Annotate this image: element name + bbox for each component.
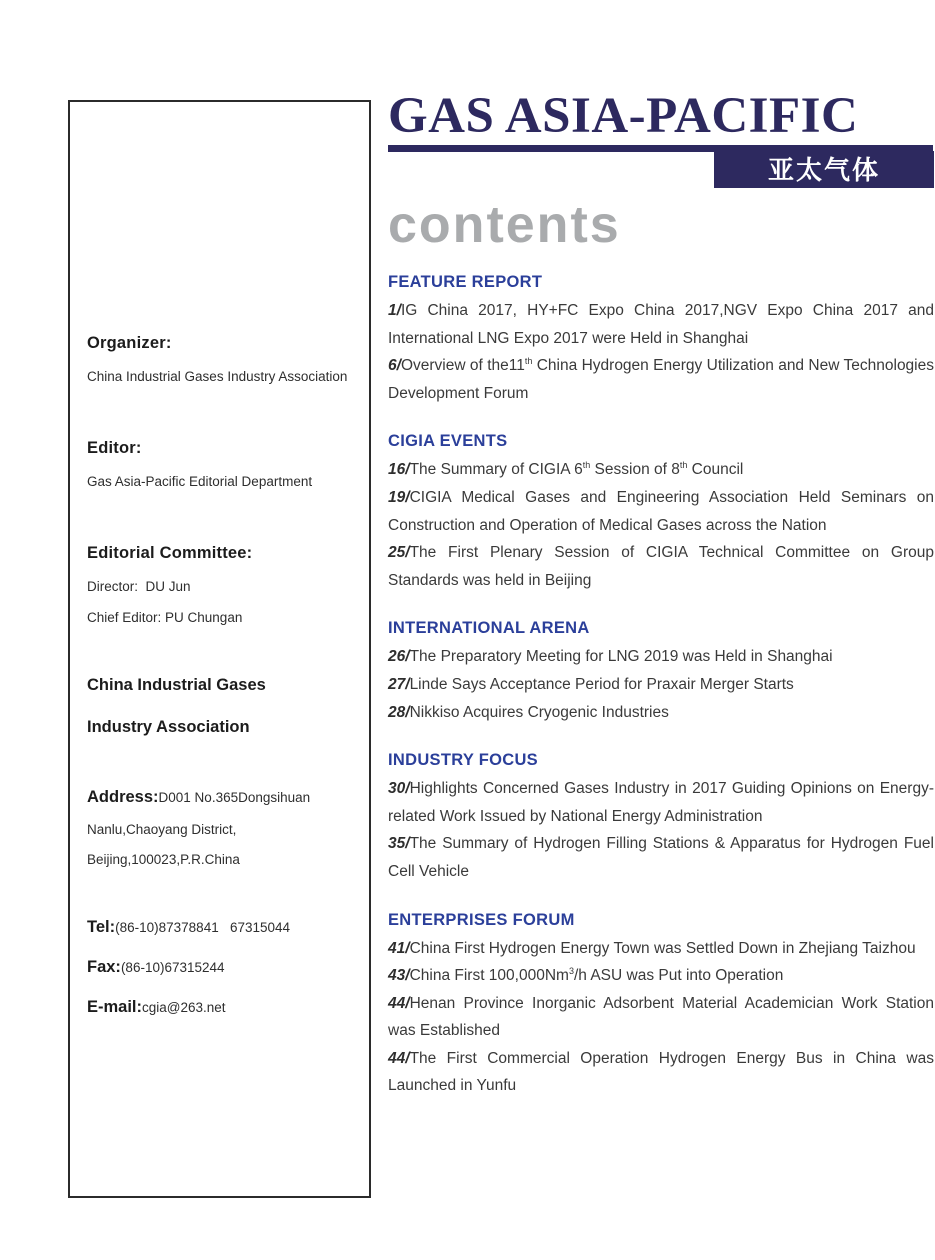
superscript: th bbox=[582, 460, 591, 471]
main-column bbox=[388, 88, 934, 1100]
toc-item: 28/Nikkiso Acquires Cryogenic Industries bbox=[388, 703, 669, 721]
association-name-line2: Industry Association bbox=[87, 718, 250, 736]
toc-item: 16/The Summary of CIGIA 6th Session of 8th Council bbox=[388, 460, 744, 479]
toc-section bbox=[388, 619, 934, 726]
page-number: 6/ bbox=[388, 357, 401, 375]
page-number: 35/ bbox=[388, 835, 410, 853]
publication-info-box bbox=[68, 100, 371, 1198]
contents-heading: contents bbox=[388, 196, 621, 254]
tel-row bbox=[87, 918, 355, 937]
toc-item: 25/The First Plenary Session of CIGIA Technical Committee on Group Standards was held in Beijing bbox=[388, 544, 934, 589]
toc-item: 43/China First 100,000Nm$^3$/h ASU was Put into Operation bbox=[388, 966, 784, 985]
toc-item: 41/China First Hydrogen Energy Town was Settled Down in Zhejiang Taizhou bbox=[388, 939, 916, 957]
section-heading: INDUSTRY FOCUS bbox=[388, 751, 538, 770]
editorial-committee-block bbox=[87, 544, 355, 625]
page-number: 41/ bbox=[388, 939, 410, 957]
toc-item: 6/Overview of the11th China Hydrogen Energy Utilization and New Technologies Development Forum bbox=[388, 356, 934, 402]
superscript: th bbox=[679, 460, 688, 471]
organizer-block bbox=[87, 334, 355, 384]
toc-item: 1/IG China 2017, HY+FC Expo China 2017,NGV Expo China 2017 and International LNG Expo 2017 were Held in Shanghai bbox=[388, 302, 934, 347]
email-value: cgia@263.net bbox=[142, 1000, 226, 1015]
page-number: 1/ bbox=[388, 302, 401, 319]
chinese-title-box bbox=[714, 151, 934, 188]
magazine-title: GAS ASIA-PACIFIC bbox=[388, 88, 859, 144]
page-number: 26/ bbox=[388, 648, 410, 666]
editor-block bbox=[87, 439, 355, 489]
toc-section bbox=[388, 273, 934, 407]
page-number: 28/ bbox=[388, 703, 410, 721]
fax-value: (86-10)67315244 bbox=[120, 960, 225, 975]
chinese-title: 亚太气体 bbox=[767, 154, 880, 185]
page-number: 27/ bbox=[388, 675, 410, 693]
page-number: 43/ bbox=[388, 967, 410, 985]
toc-item: 44/The First Commercial Operation Hydrogen Energy Bus in China was Launched in Yunfu bbox=[388, 1049, 934, 1095]
committee-chief-editor: Chief Editor: PU Chungan bbox=[87, 610, 243, 625]
association-name-block bbox=[87, 676, 355, 737]
organizer-label: Organizer: bbox=[87, 334, 172, 352]
address-block bbox=[87, 788, 355, 867]
association-name-line1: China Industrial Gases bbox=[87, 676, 266, 694]
toc-sections bbox=[388, 273, 934, 1100]
section-heading: ENTERPRISES FORUM bbox=[388, 910, 575, 929]
tel-label: Tel: bbox=[87, 918, 116, 936]
superscript: th bbox=[524, 356, 533, 367]
section-heading: FEATURE REPORT bbox=[388, 273, 543, 291]
fax-label: Fax: bbox=[87, 958, 121, 976]
toc-item: 26/The Preparatory Meeting for LNG 2019 was Held in Shanghai bbox=[388, 648, 833, 666]
toc-item: 30/Highlights Concerned Gases Industry in 2017 Guiding Opinions on Energy-related Work Issued by National Energy Administration bbox=[388, 780, 934, 825]
page-number: 25/ bbox=[388, 544, 410, 562]
page-number: 16/ bbox=[388, 461, 410, 479]
organizer-value: China Industrial Gases Industry Association bbox=[87, 369, 348, 384]
toc-item: 35/The Summary of Hydrogen Filling Stations & Apparatus for Hydrogen Fuel Cell Vehicle bbox=[388, 835, 934, 880]
toc-item: 19/CIGIA Medical Gases and Engineering Association Held Seminars on Construction and Operation of Medical Gases across the Nation bbox=[388, 488, 934, 534]
section-heading: CIGIA EVENTS bbox=[388, 432, 508, 451]
toc-section bbox=[388, 751, 934, 885]
fax-row bbox=[87, 958, 355, 977]
editor-value: Gas Asia-Pacific Editorial Department bbox=[87, 474, 313, 489]
email-label: E-mail: bbox=[87, 998, 143, 1016]
superscript: 3 bbox=[568, 966, 574, 977]
address-label: Address: bbox=[87, 788, 159, 806]
section-heading: INTERNATIONAL ARENA bbox=[388, 619, 590, 638]
page-number: 19/ bbox=[388, 488, 410, 506]
address-line2: Nanlu,Chaoyang District, bbox=[87, 822, 237, 837]
email-row bbox=[87, 998, 355, 1017]
address-line3: Beijing,100023,P.R.China bbox=[87, 852, 240, 867]
page-number: 30/ bbox=[388, 780, 410, 798]
toc-section bbox=[388, 432, 934, 594]
address-line1-row bbox=[87, 788, 355, 807]
page-number: 44/ bbox=[388, 994, 410, 1012]
toc-item: 44/Henan Province Inorganic Adsorbent Material Academician Work Station was Established bbox=[388, 994, 934, 1040]
address-line1: D001 No.365Dongsihuan bbox=[158, 790, 311, 805]
editorial-committee-label: Editorial Committee: bbox=[87, 544, 253, 562]
toc-section bbox=[388, 911, 934, 1101]
editor-label: Editor: bbox=[87, 439, 142, 457]
contact-block bbox=[87, 918, 355, 1017]
toc-item: 27/Linde Says Acceptance Period for Praxair Merger Starts bbox=[388, 675, 794, 693]
tel-value: (86-10)87378841 67315044 bbox=[115, 920, 291, 935]
page-number: 44/ bbox=[388, 1049, 410, 1067]
committee-director: Director: DU Jun bbox=[87, 579, 191, 594]
